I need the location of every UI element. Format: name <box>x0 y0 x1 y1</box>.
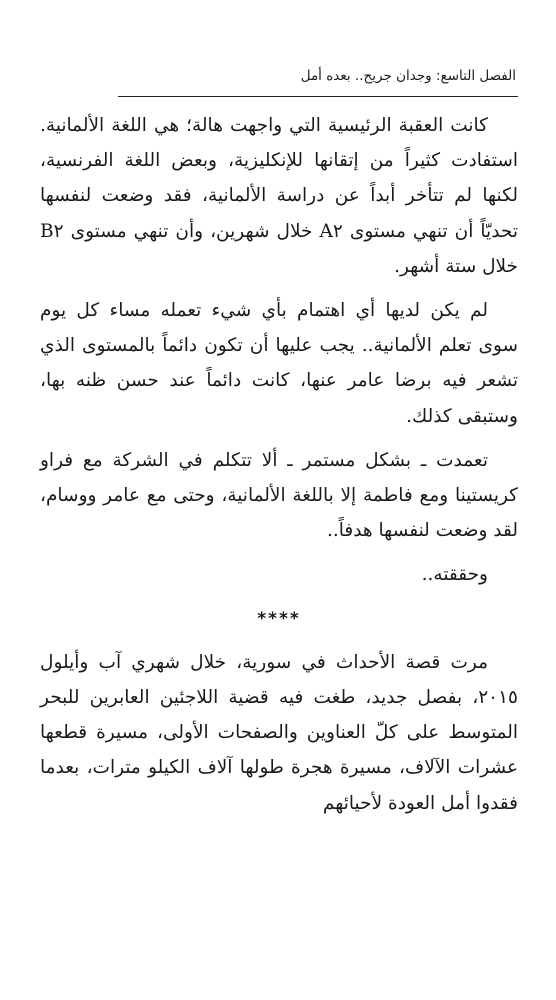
paragraph-5: مرت قصة الأحداث في سورية، خلال شهري آب وأيلول ٢٠١٥، بفصل جديد، طغت فيه قضية اللاجئين العابرين للبحر المتوسط على كلّ العناوين والصفحات الأولى، مسيرة قطعها عشرات الآلاف، مسيرة هجرة طولها آلاف الكيلو مترات، بعدما فقدوا أمل العودة لأحيائهم <box>40 651 518 814</box>
paragraph-3: تعمدت ـ بشكل مستمر ـ ألا تتكلم في الشركة مع فراو كريستينا ومع فاطمة إلا باللغة الألمانية، وحتى مع عامر ووسام، لقد وضعت لنفسها هدفاً.. <box>40 449 518 542</box>
paragraph-2: لم يكن لديها أي اهتمام بأي شيء تعمله مساء كل يوم سوى تعلم الألمانية.. يجب عليها أن تكون دائماً بالمستوى الذي تشعر فيه برضا عامر عنها، كانت دائماً عند حسن ظنه بها، وستبقى كذلك. <box>40 300 518 427</box>
body-text <box>40 108 518 830</box>
section-separator: **** <box>257 608 301 629</box>
running-header: الفصل التاسع: وجدان جريح.. بعده أمل <box>300 68 516 84</box>
header-rule <box>118 96 518 97</box>
paragraph-4: وحققته.. <box>421 564 488 586</box>
paragraph-1: كانت العقبة الرئيسية التي واجهت هالة؛ هي اللغة الألمانية. استفادت كثيراً من إتقانها للإنكليزية، وبعض اللغة الفرنسية، لكنها لم تتأخر أبداً عن دراسة الألمانية، فقد وضعت لنفسها تحديّاً أن تنهي مستوى A٢ خلال شهرين، وأن تنهي مستوى B٢ خلال ستة أشهر. <box>40 115 518 277</box>
